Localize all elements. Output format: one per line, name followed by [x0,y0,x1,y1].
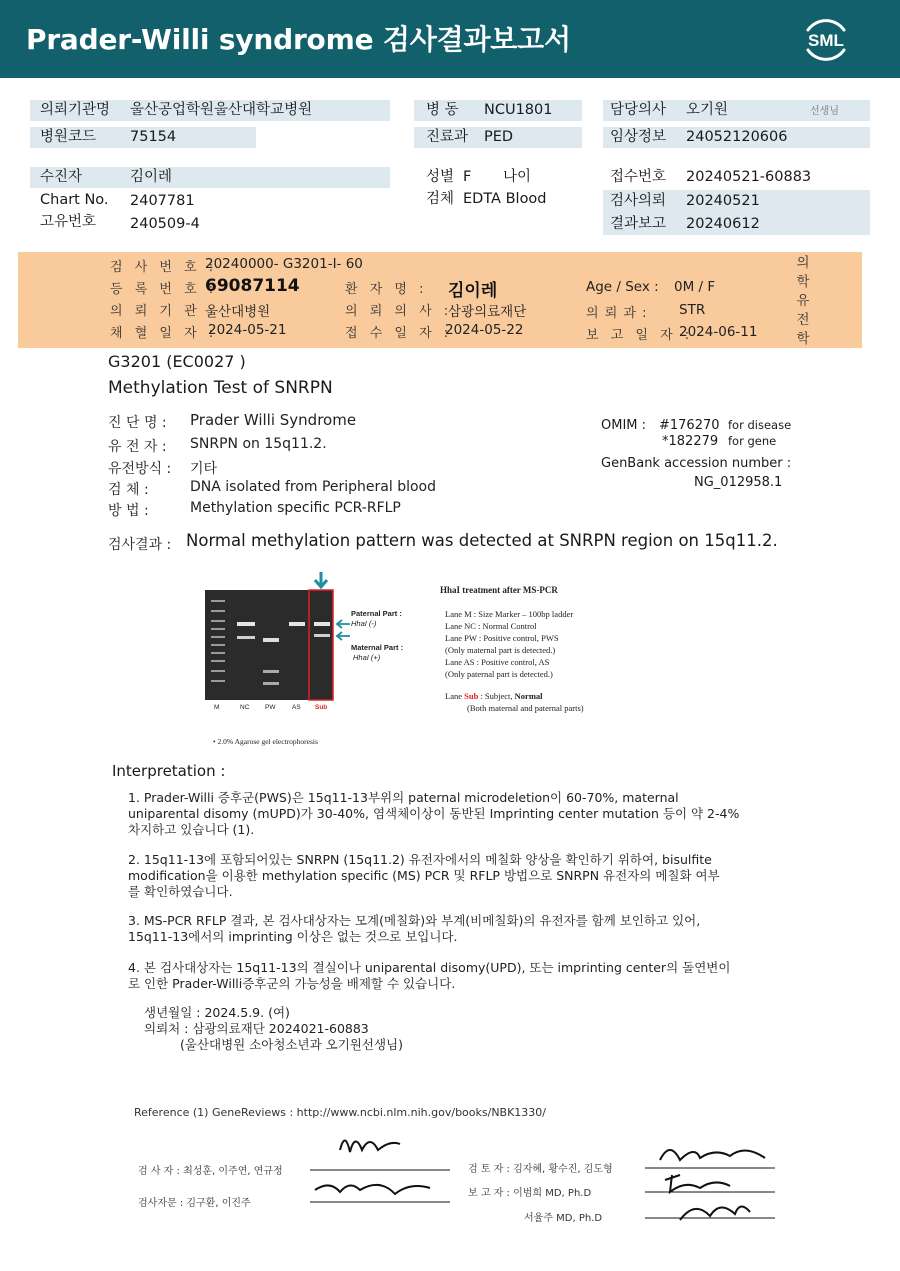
hospital-code-label: 병원코드 [40,129,97,145]
band-patient-label: 환 자 명 : [345,282,428,297]
gel-sub-note: (Both maternal and paternal parts) [467,703,584,713]
gel-legend-line: Lane M : Size Marker – 100bp ladder [445,609,574,619]
band-report-value: 2024-06-11 [679,324,758,340]
reporter-2: 서율주 MD, Ph.D [524,1213,603,1224]
institution-value: 울산공업학원울산대학교병원 [130,102,313,118]
p4-line: 4. 본 검사대상자는 15q11-13의 결실이나 uniparental disomy(UPD), 또는 imprinting center의 돌연변이 [128,960,731,975]
gel-sub-word: Sub [464,691,479,701]
band-doctor-value: 삼광의료재단 [448,304,527,320]
test-request-value: 20240521 [686,193,760,209]
reviewer-signature [640,1130,780,1230]
ward-label: 병 동 [426,102,459,118]
sex-label: 성별 [426,169,455,185]
gel-legend-line: Lane AS : Positive control, AS [445,657,550,667]
result-value: Normal methylation pattern was detected at SNRPN region on 15q11.2. [186,531,778,550]
p2-line: 2. 15q11-13에 포함되어있는 SNRPN (15q11.2) 유전자에서의 메칠화 양상을 확인하기 위하여, bisulfite [128,852,712,867]
doctor-value: 오기원 [686,102,729,118]
interpretation-p2 [128,852,720,900]
dept-label: 진료과 [426,129,469,145]
band-vertical-char: 유 [796,293,810,309]
gene-value: SNRPN on 15q11.2. [190,436,327,452]
gene-label: 유 전 자 : [108,439,167,455]
gel-sub-rest: : Subject, [478,691,515,701]
specimen-label: 검체 [426,191,455,207]
result-report-value: 20240612 [686,216,760,232]
diagnosis-label: 진 단 명 : [108,415,167,431]
reference: Reference (1) GeneReviews : http://www.ncbi.nlm.nih.gov/books/NBK1330/ [134,1106,547,1119]
clinical-value: 24052120606 [686,129,788,145]
method-value: Methylation specific PCR-RFLP [190,500,401,516]
band-age-sex-value: 0M / F [674,279,716,295]
receipt-value: 20240521-60883 [686,169,812,185]
test-request-label: 검사의뢰 [610,193,667,209]
gel-legend-line: Lane NC : Normal Control [445,621,537,631]
specimen-label-2: 검 체 : [108,482,149,498]
band-vertical-char: 학 [796,274,810,290]
interpretation-p4 [128,960,730,992]
method-label: 방 법 : [108,503,149,519]
gel-legend [445,608,584,714]
unique-label: 고유번호 [40,214,97,230]
p1-line: uniparental disomy (mUPD)가 30-40%, 염색체이상이 동반된 Imprinting center mutation 등이 약 2-4% [128,806,740,821]
band-test-no-value: 20240000- G3201-I- 60 [205,256,363,272]
genbank-value: NG_012958.1 [694,475,783,490]
test-code: G3201 (EC0027 ) [108,352,246,371]
band-receipt-label: 접 수 일 자 : [345,326,453,341]
interpretation-title: Interpretation : [112,762,226,780]
band-age-sex-label: Age / Sex : [586,279,659,295]
gel-legend-line: (Only paternal part is detected.) [445,669,553,679]
band-vertical-char: 의 [796,255,810,271]
inheritance-label: 유전방식 : [108,461,172,477]
p4-line: 로 인한 Prader-Willi증후군의 가능성을 배제할 수 있습니다. [128,976,456,991]
lane-label: PW [265,704,276,711]
p1-line: 1. Prader-Willi 증후군(PWS)은 15q11-13부위의 paternal microdeletion이 60-70%, maternal [128,790,679,805]
dept-value: PED [484,129,514,145]
band-inst-value: 울산대병원 [205,304,271,320]
band-receipt-value: 2024-05-22 [445,322,524,338]
band-reg-no-label: 등 록 번 호 : [110,282,218,297]
band-collect-label: 채 혈 일 자 : [110,326,218,341]
doctor-suffix: 선생님 [810,106,839,117]
band-collect-value: 2024-05-21 [208,322,287,338]
requester-note: (울산대병원 소아청소년과 오기원선생님) [180,1037,403,1052]
reporter: 보 고 자 : 이범희 MD, Ph.D [468,1188,592,1199]
tester-signature [300,1120,460,1210]
p2-line: 를 확인하였습니다. [128,884,233,899]
doctor-label: 담당의사 [610,102,667,118]
maternal-arrow-icon [337,632,350,640]
band-reg-no-value: 69087114 [205,276,300,296]
clinical-label: 임상정보 [610,129,667,145]
omim-label: OMIM : [601,418,647,433]
p3-line: 3. MS-PCR RFLP 결과, 본 검사대상자는 모계(메칠화)와 부계(비메칠화)의 유전자를 함께 보인하고 있어, [128,913,701,928]
gel-legend-line: Lane PW : Positive control, PWS [445,633,559,643]
testers: 검 사 자 : 최성훈, 이주연, 연규정 [138,1166,283,1177]
band-vertical-text [795,254,811,349]
band-inst-label: 의 뢰 기 관 : [110,304,218,319]
reviewers: 검 토 자 : 김자혜, 황수진, 김도형 [468,1164,613,1175]
interpretation-p1 [128,790,739,838]
gel-legend-title: HhaI treatment after MS-PCR [440,585,558,595]
omim-gene: *182279 [662,434,719,449]
birth-date: 생년월일 : 2024.5.9. (여) [144,1005,290,1020]
chart-label: Chart No. [40,192,109,208]
age-label: 나이 [503,169,532,185]
band-vertical-char: 학 [796,331,810,347]
test-name: Methylation Test of SNRPN [108,378,333,398]
p1-line: 차지하고 있습니다 (1). [128,822,255,837]
test-supervisor: 검사자문 : 김구환, 이진주 [138,1198,251,1209]
omim-disease-note: for disease [728,418,792,432]
hospital-code-value: 75154 [130,129,177,145]
lane-label: M [214,704,220,711]
diagnosis-value: Prader Willi Syndrome [190,411,357,429]
logo-text: SML [808,31,844,50]
inheritance-value: 기타 [190,461,218,477]
receipt-label: 접수번호 [610,169,667,185]
paternal-arrow-icon [337,620,350,628]
result-report-label: 결과보고 [610,216,667,232]
gel-sub-prefix: Lane [445,691,465,701]
paternal-sub: HhaI (-) [351,619,377,628]
requester: 의뢰처 : 삼광의료재단 2024021-60883 [144,1021,369,1036]
band-test-no-label: 검 사 번 호 : [110,260,218,275]
patient-box [30,167,390,188]
institution-label: 의뢰기관명 [40,102,111,118]
lane-label-sub: Sub [315,704,328,711]
patient-value: 김이레 [130,169,173,185]
band-dept-label: 의 뢰 과 : [586,306,648,321]
sex-value: F [463,169,472,185]
gel-figure [205,570,625,750]
band-patient-value: 김이레 [448,281,498,301]
band-vertical-char: 전 [796,312,810,328]
patient-label: 수진자 [40,169,83,185]
down-arrow-icon [315,572,327,587]
lane-label: NC [240,704,250,711]
band-report-label: 보 고 일 자 : [586,328,694,343]
result-label: 검사결과 : [108,537,172,553]
sml-logo [800,14,852,66]
report-title: Prader-Willi syndrome 검사결과보고서 [26,23,571,56]
maternal-sub: HhaI (+) [353,653,381,662]
band-dept-value: STR [679,302,706,318]
maternal-label: Maternal Part : [351,643,404,652]
gel-legend-line: (Only maternal part is detected.) [445,645,556,655]
omim-disease: #176270 [659,418,720,433]
chart-value: 2407781 [130,193,195,209]
band-doctor-label: 의 뢰 의 사 : [345,304,453,319]
genbank-label: GenBank accession number : [601,456,792,471]
p3-line: 15q11-13에서의 imprinting 이상은 없는 것으로 보입니다. [128,929,458,944]
unique-value: 240509-4 [130,216,200,232]
specimen-value-2: DNA isolated from Peripheral blood [190,479,437,495]
p2-line: modification을 이용한 methylation specific (MS) PCR 및 RFLP 방법으로 SNRPN 유전자의 메칠화 여부 [128,868,720,883]
omim-gene-note: for gene [728,434,777,448]
specimen-value: EDTA Blood [463,191,547,207]
lane-label: AS [292,704,301,711]
gel-sub-bold: Normal [514,691,543,701]
gel-legend-sub [445,690,584,702]
ward-value: NCU1801 [484,102,553,118]
paternal-label: Paternal Part : [351,609,402,618]
interpretation-p3 [128,913,700,945]
gel-caption: • 2.0% Agarose gel electrophoresis [213,737,318,746]
